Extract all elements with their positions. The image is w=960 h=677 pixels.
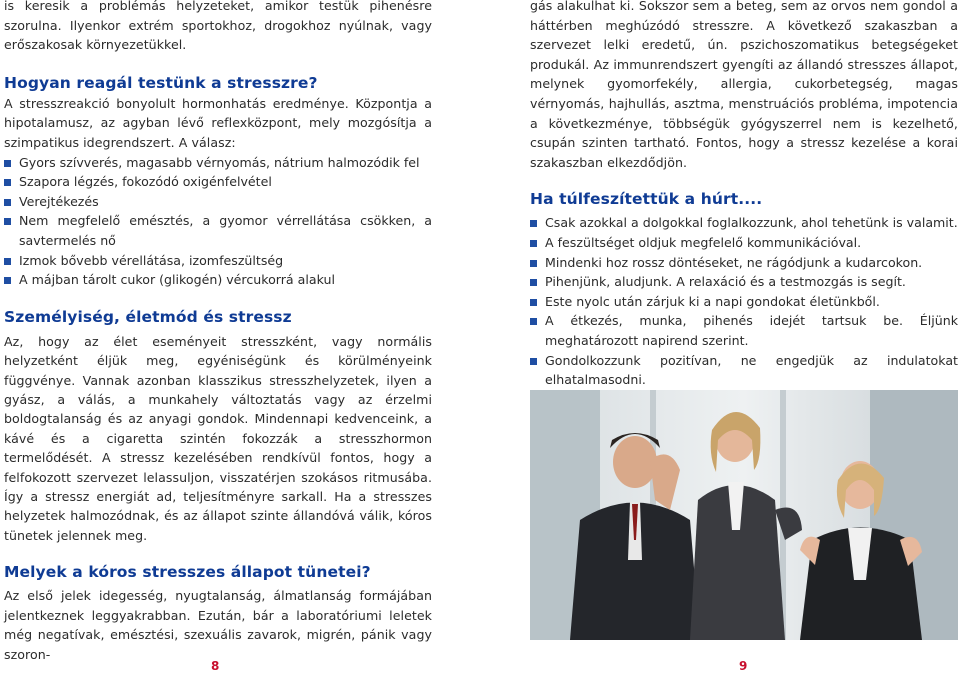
- list-item: Gyors szívverés, magasabb vérnyomás, nátrium halmozódik fel: [4, 153, 432, 173]
- list-item: Este nyolc után zárjuk ki a napi gondokat életünkből.: [530, 292, 958, 312]
- heading-overload: Ha túlfeszítettük a húrt....: [530, 190, 763, 209]
- overload-tips-list: [530, 213, 958, 389]
- left-intro-paragraph: is keresik a problémás helyzeteket, amikor testük pihenésre szorulna. Ilyenkor extrém sportokhoz, drogokhoz nyúlnak, vagy erőszakosak környezetükkel.: [4, 0, 432, 53]
- heading-symptoms: Melyek a kóros stresszes állapot tünetei?: [4, 563, 371, 582]
- list-item: A feszültséget oldjuk megfelelő kommunikációval.: [530, 233, 958, 253]
- list-item: A májban tárolt cukor (glikogén) vércukorrá alakul: [4, 270, 432, 290]
- reaction-list: [4, 153, 432, 290]
- list-item: Mindenki hoz rossz döntéseket, ne rágódjunk a kudarcokon.: [530, 253, 958, 273]
- right-intro-paragraph: gás alakulhat ki. Sokszor sem a beteg, sem az orvos nem gondol a háttérben meghúzódó stresszre. A következő szakaszban a szervezet lelki eredetű, ún. pszichoszomatikus betegségeket produkál. Az immunrendszert gyengíti az állandó stresszes állapot, melynek gyomorfekély, allergia, cukorbetegség, magas vérnyomás, hajhullás, asztma, menstruációs probléma, impotencia a következménye, többségük gyógyszerrel nem is kezelhető, csupán szinten tartható. Fontos, hogy a stressz kezelése a korai szakaszban elkezdődjön.: [530, 0, 958, 170]
- office-argument-photo: [530, 390, 958, 640]
- list-item: Szapora légzés, fokozódó oxigénfelvétel: [4, 172, 432, 192]
- list-item: Verejtékezés: [4, 192, 432, 212]
- left-column: [4, 0, 432, 665]
- symptoms-paragraph: Az első jelek idegesség, nyugtalanság, álmatlanság formájában jelentkeznek leggyakrabban. Ezután, bár a laboratóriumi leletek még negatívak, emésztési, szexuális zavarok, migrén, pánik vagy szoron-: [4, 588, 432, 662]
- heading-personality: Személyiség, életmód és stressz: [4, 307, 292, 326]
- reaction-paragraph: A stresszreakció bonyolult hormonhatás eredménye. Központja a hipotalamusz, az agyban lévő reflexközpont, mely mozgósítja a szimpatikus idegrendszert. A válasz:: [4, 95, 432, 150]
- list-item: Izmok bővebb vérellátása, izomfeszültség: [4, 251, 432, 271]
- right-column: [530, 0, 958, 390]
- list-item: A étkezés, munka, pihenés idejét tartsuk be. Éljünk meghatározott napirend szerint.: [530, 311, 958, 350]
- list-item: Pihenjünk, aludjunk. A relaxáció és a testmozgás is segít.: [530, 272, 958, 292]
- list-item: Gondolkozzunk pozitívan, ne engedjük az indulatokat elhatalmasodni.: [530, 351, 958, 390]
- page-number-left: 8: [211, 659, 220, 673]
- list-item: Csak azokkal a dolgokkal foglalkozzunk, ahol tehetünk is valamit.: [530, 213, 958, 233]
- office-scene-illustration: [530, 390, 958, 640]
- heading-stress-reaction: Hogyan reagál testünk a stresszre?: [4, 73, 318, 92]
- page-number-right: 9: [739, 659, 748, 673]
- list-item: Nem megfelelő emésztés, a gyomor vérrellátása csökken, a savtermelés nő: [4, 211, 432, 250]
- personality-paragraph: Az, hogy az élet eseményeit stresszként, vagy normális helyzetként éljük meg, egyéniségünk és körülményeink függvénye. Vannak azonban klasszikus stresszhelyzetek, ilyen a gyász, a válás, a munkahely változtatás vagy az érzelmi boldogtalanság és az anyagi gondok. Mindennapi kedvenceink, a kávé és a cigaretta szintén fokozzák a stresszhormon termelődését. A stressz kezelésében rendkívül fontos, hogy a felfokozott szervezet lelassuljon, visszatérjen szokásos ritmusába. Így a stressz energiát ad, teljesítményre sarkall. Ha a stresszes helyzetek halmozódnak, és az állapot szinte állandóvá válik, kóros tünetek jelennek meg.: [4, 333, 432, 543]
